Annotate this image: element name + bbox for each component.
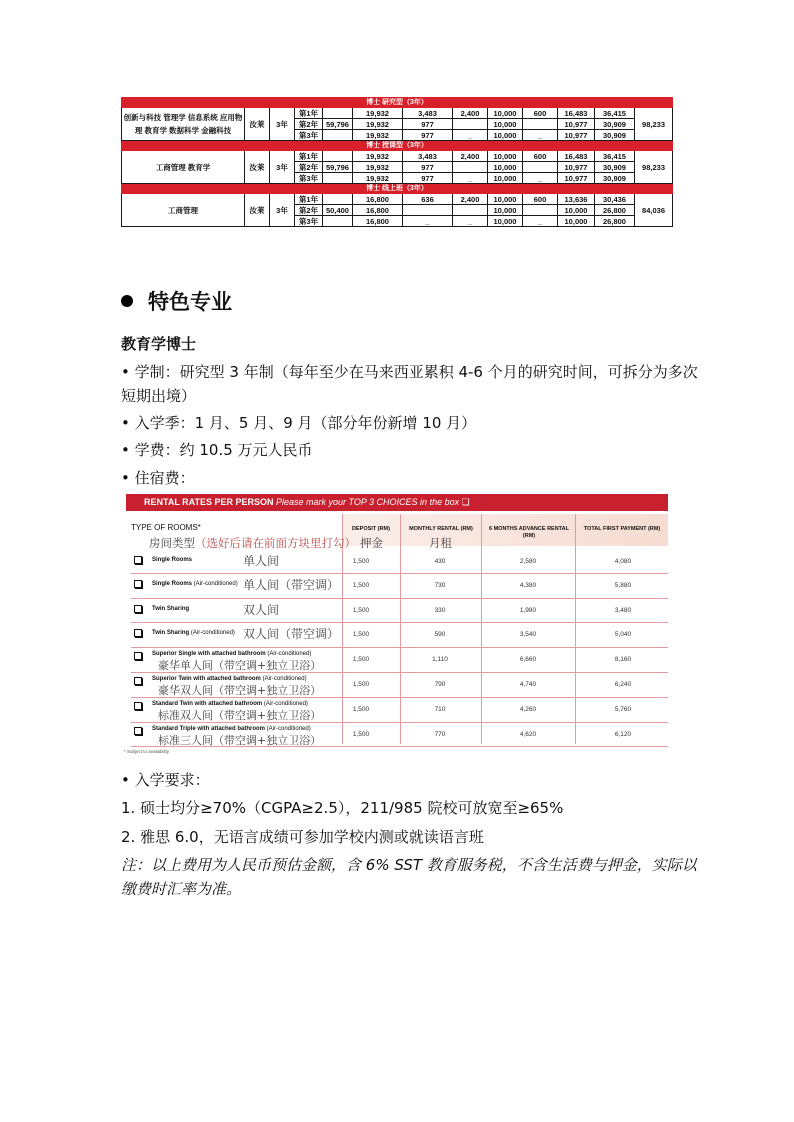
total-value: 3,480	[614, 607, 632, 614]
fee-row	[122, 194, 673, 205]
room-name-main: Standard Triple with attached bathroom	[152, 726, 266, 732]
total-value: 6,120	[614, 731, 632, 738]
fee-value-cell	[523, 205, 558, 216]
grand-total-cell: 98,233	[635, 108, 673, 141]
fee-value-cell: 977	[403, 173, 453, 184]
fee-value-cell: 10,000	[488, 130, 523, 141]
fee-value-cell: 16,800	[353, 194, 403, 205]
checkbox-icon[interactable]	[134, 605, 142, 613]
blank-cell	[323, 173, 353, 184]
blank-cell	[323, 151, 353, 162]
fee-value-cell: 19,932	[353, 151, 403, 162]
fee-value-cell	[523, 119, 558, 130]
deposit-value: 1,500	[352, 631, 370, 638]
room-name-note: (Air-conditioned)	[192, 581, 238, 587]
rental-row	[131, 549, 668, 574]
requirement-gpa: 1. 硕士均分≥70%（CGPA≥2.5），211/985 院校可放宽至≥65%	[121, 799, 564, 817]
room-name	[152, 581, 238, 587]
fee-value-cell: 3,483	[403, 108, 453, 119]
grand-total-cell: 84,036	[635, 194, 673, 227]
checkbox-icon[interactable]	[134, 629, 142, 637]
requirements-label: • 入学要求：	[121, 771, 210, 789]
advance-value: 2,580	[519, 558, 537, 565]
requirement-ielts: 2. 雅思 6.0，无语言成绩可参加学校内测或就读语言班	[121, 828, 484, 846]
rental-footnote: * Subject to availability	[124, 749, 170, 754]
room-name-cn: 双人间（带空调）	[243, 627, 340, 641]
fee-row	[122, 151, 673, 162]
advance-value: 3,540	[519, 631, 537, 638]
advance-value: 6,660	[519, 656, 537, 663]
rental-row	[131, 598, 668, 623]
year-cell: 第3年	[295, 216, 323, 227]
monthly-value: 790	[434, 681, 446, 688]
fee-value-cell: 13,636	[558, 194, 595, 205]
total-header: TOTAL FIRST PAYMENT (RM)	[583, 526, 661, 532]
deposit-value: 1,500	[352, 656, 370, 663]
fee-value-cell: 26,800	[595, 216, 635, 227]
fee-value-cell	[523, 162, 558, 173]
year-cell: 第1年	[295, 194, 323, 205]
total-value: 5,760	[614, 706, 632, 713]
rental-title-note: Please mark your TOP 3 CHOICES in the box ❏	[273, 497, 470, 507]
fee-value-cell: 10,000	[558, 205, 595, 216]
fee-section-title: 博士 线上班（3年）	[122, 184, 673, 194]
total-value: 5,880	[614, 582, 632, 589]
room-name-cn: 豪华双人间（带空调+独立卫浴）	[158, 684, 322, 697]
type-of-rooms-header: TYPE OF ROOMS*	[131, 523, 201, 532]
fee-value-cell: 30,909	[595, 130, 635, 141]
study-mode-cell: 汝莱	[245, 151, 270, 184]
room-name	[152, 630, 235, 636]
room-name-note: (Air-conditioned)	[260, 676, 307, 682]
year-cell: 第1年	[295, 151, 323, 162]
room-name	[152, 557, 192, 563]
major-cell: 创新与科技 管理学 信息系统 应用物理 教育学 数据科学 金融科技	[122, 108, 245, 141]
fee-section-header	[122, 98, 673, 108]
type-of-rooms-cn-note: （选好后请在前面方块里打勾）	[195, 536, 356, 550]
intake-line: • 入学季：1 月、5 月、9 月（部分年份新增 10 月）	[121, 414, 477, 432]
fee-value-cell: 10,000	[488, 108, 523, 119]
deposit-value: 1,500	[352, 731, 370, 738]
fee-value-cell: 977	[403, 130, 453, 141]
tuition-sum-cell: 59,796	[323, 162, 353, 173]
fee-value-cell	[453, 162, 488, 173]
fee-section-header	[122, 141, 673, 151]
fee-value-cell: 16,483	[558, 151, 595, 162]
advance-value: 4,740	[519, 681, 537, 688]
rental-rates-table	[121, 494, 668, 758]
room-name-note: (Air-conditioned)	[265, 651, 312, 657]
year-cell: 第1年	[295, 108, 323, 119]
monthly-value: 770	[434, 731, 446, 738]
fee-value-cell: 26,800	[595, 205, 635, 216]
advance-value: 4,620	[519, 731, 537, 738]
fee-value-cell: 2,400	[453, 151, 488, 162]
monthly-value: 1,110	[432, 656, 448, 663]
fee-table	[121, 97, 673, 227]
duration-cell: 3年	[270, 151, 295, 184]
rental-row	[131, 647, 668, 673]
study-mode-cell: 汝莱	[245, 194, 270, 227]
tuition-sum-cell: 59,796	[323, 119, 353, 130]
fee-value-cell: 10,000	[488, 119, 523, 130]
room-name-main: Single Rooms	[152, 557, 193, 563]
rental-row	[131, 722, 668, 747]
deposit-value: 1,500	[352, 582, 370, 589]
room-name-cn: 单人间	[243, 554, 280, 568]
fee-row	[122, 108, 673, 119]
duration-cell: 3年	[270, 194, 295, 227]
deposit-value: 1,500	[352, 706, 370, 713]
fee-value-cell: 3,483	[403, 151, 453, 162]
room-name-cn: 单人间（带空调）	[243, 578, 340, 592]
type-of-rooms-cn-main: 房间类型	[149, 536, 195, 550]
rental-row	[131, 672, 668, 698]
blank-cell	[323, 216, 353, 227]
advance-value: 4,380	[519, 582, 537, 589]
system-line-2: 短期出境）	[121, 387, 197, 405]
year-cell: 第3年	[295, 130, 323, 141]
room-name-main: Superior Single with attached bathroom	[152, 651, 266, 657]
year-cell: 第2年	[295, 205, 323, 216]
fee-value-cell: 16,483	[558, 108, 595, 119]
duration-cell: 3年	[270, 108, 295, 141]
checkbox-icon[interactable]	[134, 652, 142, 660]
fee-value-cell: _	[453, 130, 488, 141]
fee-value-cell: 10,000	[558, 216, 595, 227]
fee-section-title: 博士 授课型（3年）	[122, 141, 673, 151]
room-name-main: Twin Sharing	[152, 630, 190, 636]
deposit-value: 1,500	[352, 607, 370, 614]
fee-value-cell: 636	[403, 194, 453, 205]
room-name-note: (Air-conditioned)	[189, 630, 235, 636]
rental-row	[131, 573, 668, 599]
fee-value-cell: 19,932	[353, 119, 403, 130]
room-name-cn: 豪华单人间（带空调+独立卫浴）	[158, 659, 322, 672]
study-mode-cell: 汝莱	[245, 108, 270, 141]
checkbox-icon[interactable]	[134, 580, 142, 588]
major-cell: 工商管理 教育学	[122, 151, 245, 184]
room-name-note: (Air-conditioned)	[262, 701, 308, 707]
blank-cell	[323, 108, 353, 119]
monthly-value: 710	[434, 706, 446, 713]
fee-value-cell: 10,000	[488, 194, 523, 205]
housing-line: • 住宿费：	[121, 469, 195, 487]
blank-cell	[323, 194, 353, 205]
checkbox-icon[interactable]	[134, 727, 142, 735]
section-heading: 特色专业	[148, 290, 232, 314]
rental-title: RENTAL RATES PER PERSON	[144, 497, 274, 507]
fee-value-cell: 36,415	[595, 151, 635, 162]
room-name-main: Twin Sharing	[152, 606, 190, 612]
room-name-cn: 标准三人间（带空调+独立卫浴）	[158, 734, 322, 747]
tuition-sum-cell: 50,400	[323, 205, 353, 216]
fee-value-cell: 19,932	[353, 162, 403, 173]
deposit-value: 1,500	[352, 681, 370, 688]
fee-value-cell: 10,977	[558, 173, 595, 184]
monthly-header-cn: 月租	[429, 536, 452, 550]
fee-value-cell: _	[523, 216, 558, 227]
total-value: 8,160	[614, 656, 632, 663]
room-name-cn: 标准双人间（带空调+独立卫浴）	[158, 709, 322, 722]
monthly-header: MONTHLY RENTAL (RM)	[409, 526, 473, 532]
fee-value-cell: 600	[523, 151, 558, 162]
fee-value-cell: _	[403, 216, 453, 227]
deposit-value: 1,500	[352, 558, 370, 565]
monthly-value: 430	[434, 558, 446, 565]
room-name-main: Single Rooms	[152, 581, 193, 587]
fee-value-cell: 10,000	[488, 173, 523, 184]
fee-value-cell	[453, 205, 488, 216]
fee-value-cell: 10,000	[488, 151, 523, 162]
fee-value-cell: 10,977	[558, 119, 595, 130]
fee-value-cell	[403, 205, 453, 216]
deposit-header-cn: 押金	[360, 536, 383, 550]
checkbox-icon[interactable]	[134, 702, 142, 710]
fee-value-cell: _	[523, 173, 558, 184]
fee-value-cell: 2,400	[453, 194, 488, 205]
fee-value-cell: 19,932	[353, 108, 403, 119]
room-name-main: Superior Twin with attached bathroom	[152, 676, 261, 682]
tuition-line: • 学费：约 10.5 万元人民币	[121, 441, 313, 459]
fee-value-cell: 30,909	[595, 162, 635, 173]
fee-value-cell: 10,000	[488, 216, 523, 227]
room-name-cn: 双人间	[243, 603, 280, 617]
fee-value-cell: 19,932	[353, 173, 403, 184]
rental-row	[131, 622, 668, 648]
fee-value-cell: 10,000	[488, 205, 523, 216]
fee-section-header	[122, 184, 673, 194]
room-name-note: (Air-conditioned)	[265, 726, 311, 732]
fee-value-cell: 10,000	[488, 162, 523, 173]
fee-value-cell: 30,436	[595, 194, 635, 205]
room-name	[152, 606, 189, 612]
program-title: 教育学博士	[121, 335, 197, 353]
fee-value-cell: 10,977	[558, 162, 595, 173]
fee-value-cell: 600	[523, 194, 558, 205]
monthly-value: 590	[434, 631, 446, 638]
advance-value: 4,260	[519, 706, 537, 713]
deposit-header: DEPOSIT (RM)	[352, 526, 390, 532]
fee-value-cell: 16,800	[353, 205, 403, 216]
fee-value-cell: 977	[403, 119, 453, 130]
fee-value-cell: 600	[523, 108, 558, 119]
fee-value-cell	[453, 119, 488, 130]
advance-value: 1,980	[519, 607, 537, 614]
total-value: 5,040	[614, 631, 632, 638]
total-value: 6,240	[614, 681, 632, 688]
system-line-1: • 学制：研究型 3 年制（每年至少在马来西亚累积 4-6 个月的研究时间，可拆分为多次	[121, 363, 698, 381]
room-name-main: Standard Twin with attached bathroom	[152, 701, 263, 707]
checkbox-icon[interactable]	[134, 677, 142, 685]
fee-value-cell: 19,932	[353, 130, 403, 141]
monthly-value: 730	[434, 582, 446, 589]
heading-bullet-icon	[121, 295, 133, 307]
fee-value-cell: 36,415	[595, 108, 635, 119]
monthly-value: 330	[434, 607, 446, 614]
year-cell: 第2年	[295, 162, 323, 173]
total-value: 4,080	[614, 558, 632, 565]
checkbox-icon[interactable]	[134, 556, 142, 564]
blank-cell	[323, 130, 353, 141]
grand-total-cell: 98,233	[635, 151, 673, 184]
fee-value-cell: _	[523, 130, 558, 141]
fee-value-cell: 30,909	[595, 173, 635, 184]
fee-value-cell: 16,800	[353, 216, 403, 227]
year-cell: 第3年	[295, 173, 323, 184]
advance-header: 6 MONTHS ADVANCE RENTAL (RM)	[489, 526, 569, 539]
year-cell: 第2年	[295, 119, 323, 130]
fee-note-line-2: 缴费时汇率为准。	[121, 880, 242, 898]
fee-value-cell: 10,977	[558, 130, 595, 141]
fee-value-cell: _	[453, 173, 488, 184]
fee-value-cell: _	[453, 216, 488, 227]
fee-value-cell: 2,400	[453, 108, 488, 119]
fee-value-cell: 30,909	[595, 119, 635, 130]
rental-title-bar	[126, 494, 668, 511]
fee-value-cell: 977	[403, 162, 453, 173]
fee-note-line-1: 注：以上费用为人民币预估金额，含 6% SST 教育服务税，不含生活费与押金，实际以	[121, 856, 697, 874]
major-cell: 工商管理	[122, 194, 245, 227]
fee-section-title: 博士 研究型（3年）	[122, 98, 673, 108]
rental-row	[131, 697, 668, 723]
